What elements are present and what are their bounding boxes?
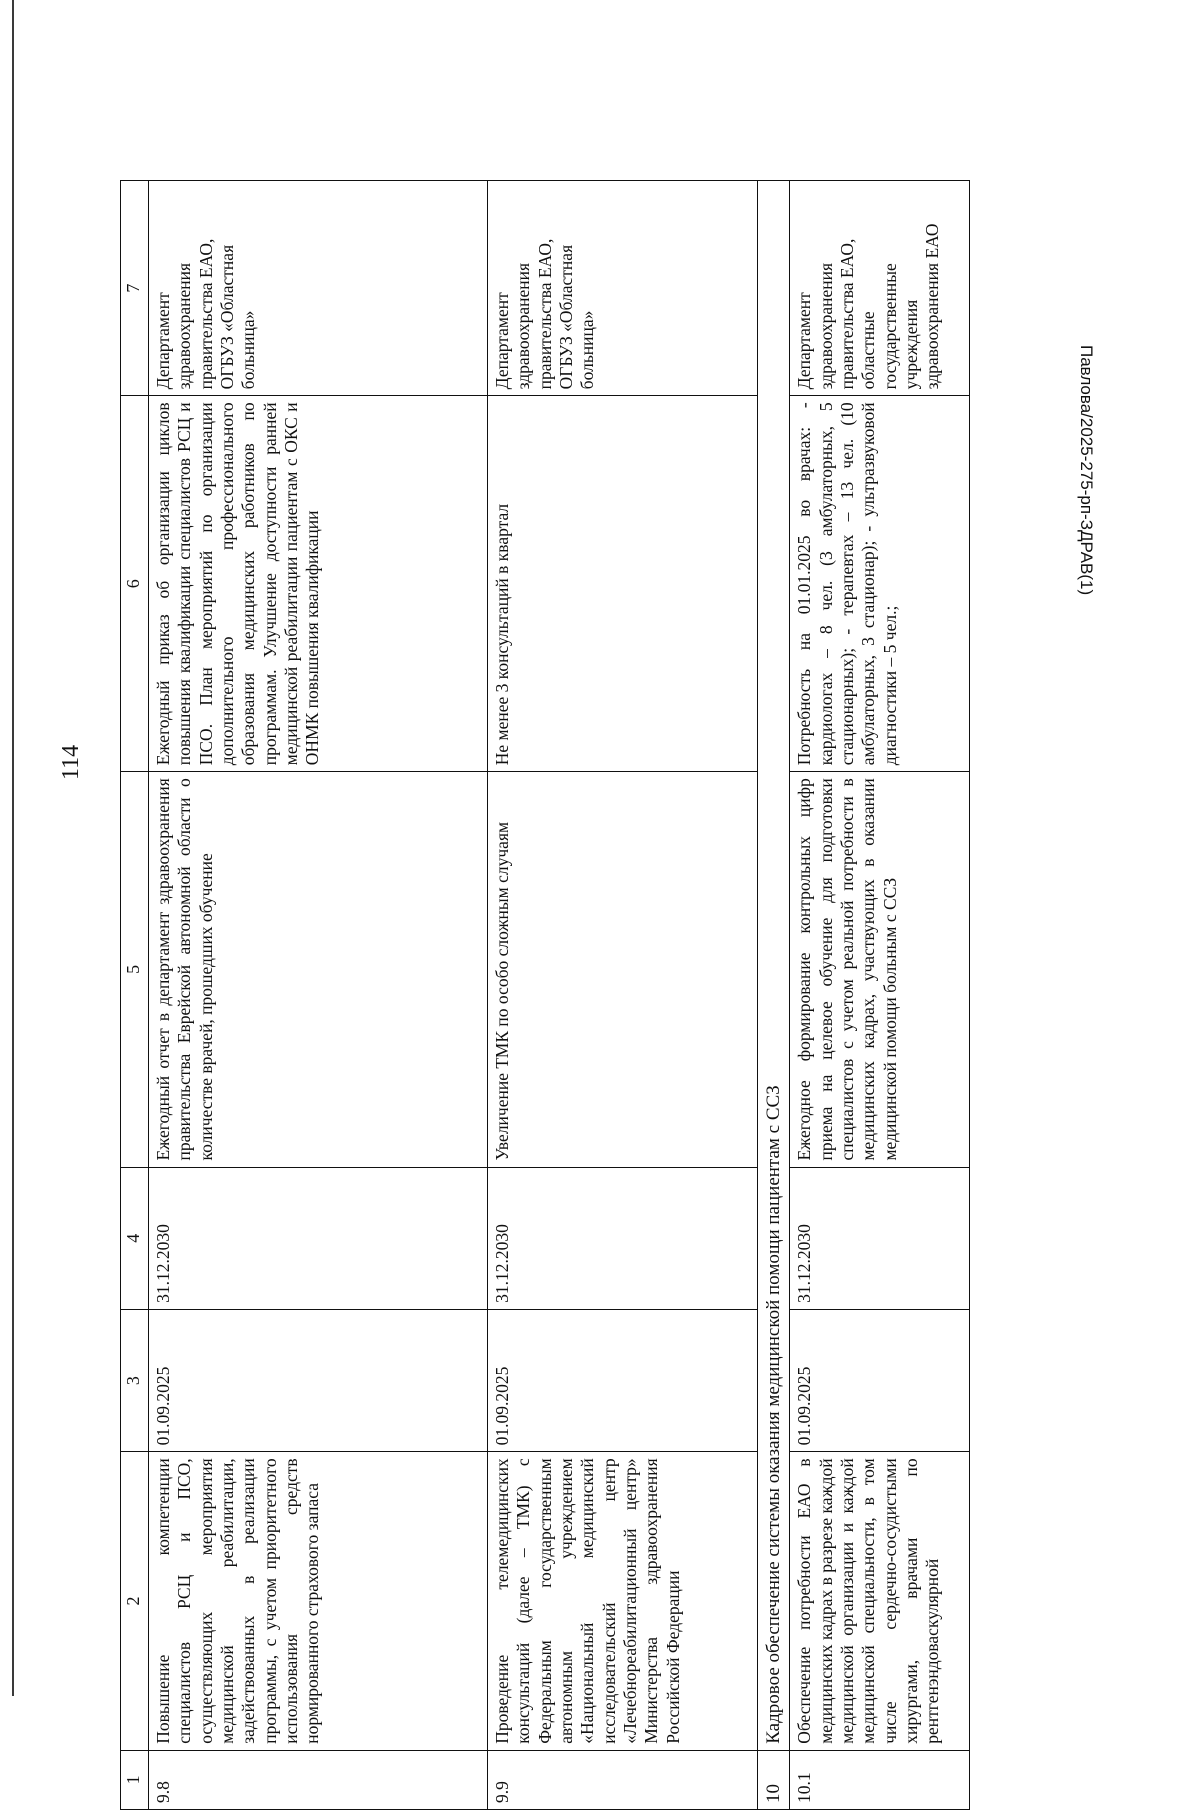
column-number-row (121, 181, 149, 1810)
table-row (488, 181, 758, 1810)
activity-cell: Проведение телемедицинских консультаций (далее – ТМК) с Федеральным государственным автономным учреждением «Национальный медицинский исследовательский центр «Лечебнореабилитационный центр» Министерства здравоохранения Российской Федерации (488, 1452, 758, 1750)
table-row (790, 181, 970, 1810)
column-number: 7 (121, 181, 149, 396)
column-number: 6 (121, 396, 149, 772)
indicator-cell: Потребность на 01.01.2025 во врачах: - кардиологах – 8 чел. (3 амбулаторных, 5 стационарных); - терапевтах – 13 чел. (10 амбулаторных, 3 стационар); - ультразвуковой диагностики – 5 чел.; (790, 396, 970, 772)
plan-table (120, 180, 970, 1810)
column-number: 1 (121, 1750, 149, 1809)
column-number: 4 (121, 1167, 149, 1309)
start-date-cell: 01.09.2025 (488, 1309, 758, 1451)
document-footer-code: Павлова/2025-275-рп-ЗДРАВ(1) (1077, 345, 1096, 596)
section-id: 10 (758, 1750, 790, 1809)
result-cell: Ежегодное формирование контрольных цифр приема на целевое обучение для подготовки специалистов с учетом реальной потребности в медицинских кадрах, участвующих в оказании медицинской помощи больным с ССЗ (790, 772, 970, 1167)
row-id: 9.8 (149, 1750, 488, 1809)
end-date-cell: 31.12.2030 (790, 1167, 970, 1309)
responsible-cell: Департамент здравоохранения правительства ЕАО, ОГБУЗ «Областная больница» (488, 181, 758, 396)
end-date-cell: 31.12.2030 (149, 1167, 488, 1309)
row-id: 10.1 (790, 1750, 970, 1809)
end-date-cell: 31.12.2030 (488, 1167, 758, 1309)
activity-cell: Повышение компетенции специалистов РСЦ и ПСО, осуществляющих мероприятия медицинской реабилитации, задействованных в реализации программы, с учетом приоритетного использования средств нормированного страхового запаса (149, 1452, 488, 1750)
indicator-cell: Ежегодный приказ об организации циклов повышения квалификации специалистов РСЦ и ПСО. План мероприятий по организации дополнительного профессионального образования медицинских работников по программам. Улучшение доступности ранней медицинской реабилитации пациентам с ОКС и ОНМК повышения квалификации (149, 396, 488, 772)
result-cell: Ежегодный отчет в департамент здравоохранения правительства Еврейской автономной области о количестве врачей, прошедших обучение (149, 772, 488, 1167)
activity-cell: Обеспечение потребности ЕАО в медицинских кадрах в разрезе каждой медицинской организации и каждой медицинской специальности, в том числе сердечно-сосудистыми хирургами, врачами по рентгенэндоваскулярной (790, 1452, 970, 1750)
row-id: 9.9 (488, 1750, 758, 1809)
rotated-table-container (120, 180, 1200, 1810)
section-row (758, 181, 790, 1810)
section-title: Кадровое обеспечение системы оказания медицинской помощи пациентам с ССЗ (758, 181, 790, 1751)
responsible-cell: Департамент здравоохранения правительства ЕАО, ОГБУЗ «Областная больница» (149, 181, 488, 396)
start-date-cell: 01.09.2025 (790, 1309, 970, 1451)
column-number: 5 (121, 772, 149, 1167)
result-cell: Увеличение ТМК по особо сложным случаям (488, 772, 758, 1167)
start-date-cell: 01.09.2025 (149, 1309, 488, 1451)
responsible-cell: Департамент здравоохранения правительства ЕАО, областные государственные учреждения здравоохранения ЕАО (790, 181, 970, 396)
page-number: 114 (58, 744, 84, 780)
page-edge-line (12, 0, 14, 1696)
table-row (149, 181, 488, 1810)
indicator-cell: Не менее 3 консультаций в квартал (488, 396, 758, 772)
column-number: 2 (121, 1452, 149, 1750)
column-number: 3 (121, 1309, 149, 1451)
